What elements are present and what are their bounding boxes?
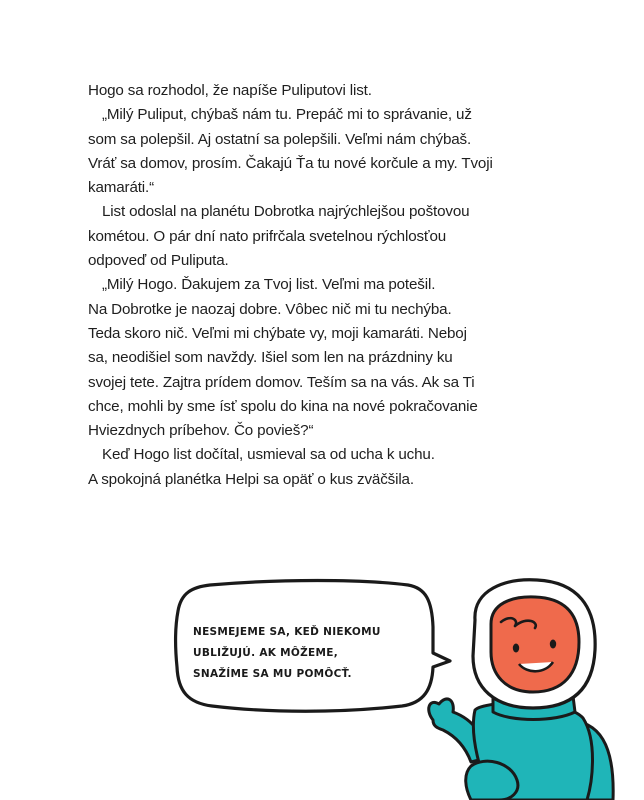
bubble-line: SNAŽÍME SA MU POMÔCŤ. (193, 668, 352, 680)
story-line: Hogo sa rozhodol, že napíše Puliputovi list. (88, 82, 372, 99)
story-line: svojej tete. Zajtra prídem domov. Teším sa na vás. Ak sa Ti (88, 373, 475, 391)
story-line: Hviezdnych príbehov. Čo povieš?“ (88, 422, 314, 440)
story-line: chce, mohli by sme ísť spolu do kina na nové pokračovanie (88, 397, 478, 415)
story-line: „Milý Puliput, chýbaš nám tu. Prepáč mi to správanie, už (102, 106, 472, 124)
story-line: kamaráti.“ (88, 179, 155, 197)
story-line: sa, neodišiel som navždy. Išiel som len na prázdniny ku (88, 349, 453, 367)
story-line: Vráť sa domov, prosím. Čakajú Ťa tu nové korčule a my. Tvoji (88, 154, 493, 172)
story-line: List odoslal na planétu Dobrotka najrýchlejšou poštovou (102, 203, 470, 221)
story-text (88, 79, 568, 492)
story-line: Teda skoro nič. Veľmi mi chýbate vy, moji kamaráti. Neboj (88, 324, 467, 342)
story-line: Na Dobrotke je naozaj dobre. Vôbec nič mi tu nechýba. (88, 300, 452, 318)
story-line: odpoveď od Puliputa. (88, 252, 229, 270)
bubble-line: UBLIŽUJÚ. AK MÔŽEME, (193, 647, 339, 659)
astronaut-character-icon (415, 570, 644, 800)
bubble-line: NESMEJEME SA, KEĎ NIEKOMU (193, 626, 381, 638)
story-line: Keď Hogo list dočítal, usmieval sa od ucha k uchu. (102, 446, 435, 464)
story-line: A spokojná planétka Helpi sa opäť o kus zväčšila. (88, 470, 414, 488)
bubble-text (193, 622, 423, 685)
story-line: som sa polepšil. Aj ostatní sa polepšili. Veľmi nám chýbaš. (88, 130, 472, 148)
story-line: kométou. O pár dní nato prifrčala svetelnou rýchlosťou (88, 227, 447, 245)
story-line: „Milý Hogo. Ďakujem za Tvoj list. Veľmi ma potešil. (102, 276, 436, 294)
